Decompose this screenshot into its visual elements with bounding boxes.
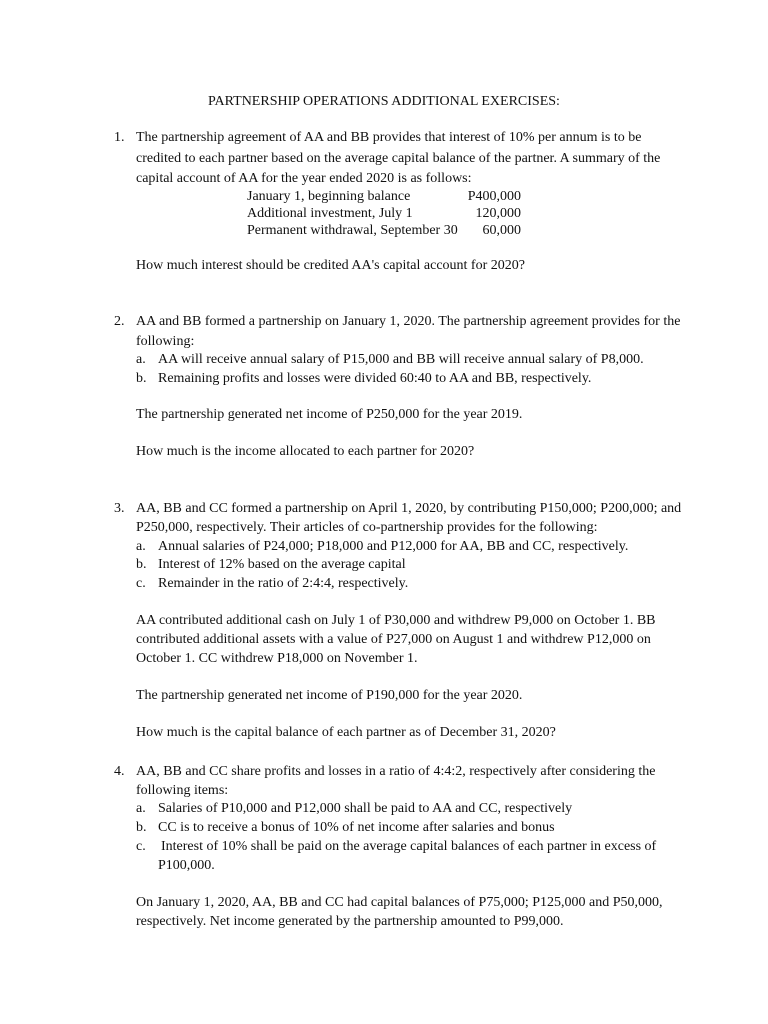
q4-line: AA, BB and CC share profits and losses in a ratio of 4:4:2, respectively after considering the <box>136 764 656 779</box>
q2-item-letter: b. <box>136 371 147 386</box>
q4-item-letter: b. <box>136 820 147 835</box>
q3-number: 3. <box>114 501 125 516</box>
q1-line: The partnership agreement of AA and BB provides that interest of 10% per annum is to be <box>136 130 642 145</box>
q1-question: How much interest should be credited AA's capital account for 2020? <box>136 258 525 273</box>
q3-paragraph-line: AA contributed additional cash on July 1 of P30,000 and withdrew P9,000 on October 1. BB <box>136 613 656 628</box>
q3-item-text: Remainder in the ratio of 2:4:4, respectively. <box>158 576 409 591</box>
q3-paragraph-line: October 1. CC withdrew P18,000 on November 1. <box>136 651 418 666</box>
q1-balance-value: 60,000 <box>482 223 521 238</box>
document-title: PARTNERSHIP OPERATIONS ADDITIONAL EXERCISES: <box>208 94 560 109</box>
q3-line: P250,000, respectively. Their articles of co-partnership provides for the following: <box>136 520 598 535</box>
q4-line: following items: <box>136 783 229 798</box>
q1-balance-value: 120,000 <box>475 206 521 221</box>
q2-item-text: AA will receive annual salary of P15,000 and BB will receive annual salary of P8,000. <box>158 352 644 367</box>
q1-number: 1. <box>114 130 125 145</box>
q3-item-letter: c. <box>136 576 146 591</box>
q4-item-text: CC is to receive a bonus of 10% of net income after salaries and bonus <box>158 820 555 835</box>
q4-item-letter: a. <box>136 801 146 816</box>
q4-item-text: Interest of 10% shall be paid on the average capital balances of each partner in excess of <box>161 839 657 854</box>
q1-line: capital account of AA for the year ended 2020 is as follows: <box>136 171 472 186</box>
q2-line: following: <box>136 334 195 349</box>
q1-balance-label: Additional investment, July 1 <box>247 206 413 221</box>
q1-balance-label: Permanent withdrawal, September 30 <box>247 223 458 238</box>
q2-item-text: Remaining profits and losses were divided 60:40 to AA and BB, respectively. <box>158 371 592 386</box>
q3-item-letter: b. <box>136 557 147 572</box>
q4-item-continuation: P100,000. <box>158 858 215 873</box>
q1-balance-label: January 1, beginning balance <box>247 189 411 204</box>
q3-paragraph-line: contributed additional assets with a value of P27,000 on August 1 and withdrew P12,000 on <box>136 632 651 647</box>
q2-paragraph: The partnership generated net income of P250,000 for the year 2019. <box>136 407 523 422</box>
q4-item-letter: c. <box>136 839 146 854</box>
q4-number: 4. <box>114 764 125 779</box>
q4-item-text: Salaries of P10,000 and P12,000 shall be paid to AA and CC, respectively <box>158 801 573 816</box>
q1-balance-value: P400,000 <box>467 189 521 204</box>
q4-paragraph-line: On January 1, 2020, AA, BB and CC had capital balances of P75,000; P125,000 and P50,000, <box>136 895 663 910</box>
q3-item-letter: a. <box>136 539 146 554</box>
q2-question: How much is the income allocated to each partner for 2020? <box>136 444 475 459</box>
q2-line: AA and BB formed a partnership on January 1, 2020. The partnership agreement provides for the <box>136 314 681 329</box>
q2-item-letter: a. <box>136 352 146 367</box>
q3-paragraph: The partnership generated net income of P190,000 for the year 2020. <box>136 688 523 703</box>
q4-paragraph-line: respectively. Net income generated by the partnership amounted to P99,000. <box>136 914 564 929</box>
q2-number: 2. <box>114 314 125 329</box>
q3-question: How much is the capital balance of each partner as of December 31, 2020? <box>136 725 556 740</box>
q3-item-text: Interest of 12% based on the average capital <box>158 557 406 572</box>
q3-item-text: Annual salaries of P24,000; P18,000 and P12,000 for AA, BB and CC, respectively. <box>158 539 629 554</box>
q1-line: credited to each partner based on the average capital balance of the partner. A summary of the <box>136 151 661 166</box>
q3-line: AA, BB and CC formed a partnership on April 1, 2020, by contributing P150,000; P200,000; and <box>136 501 682 516</box>
